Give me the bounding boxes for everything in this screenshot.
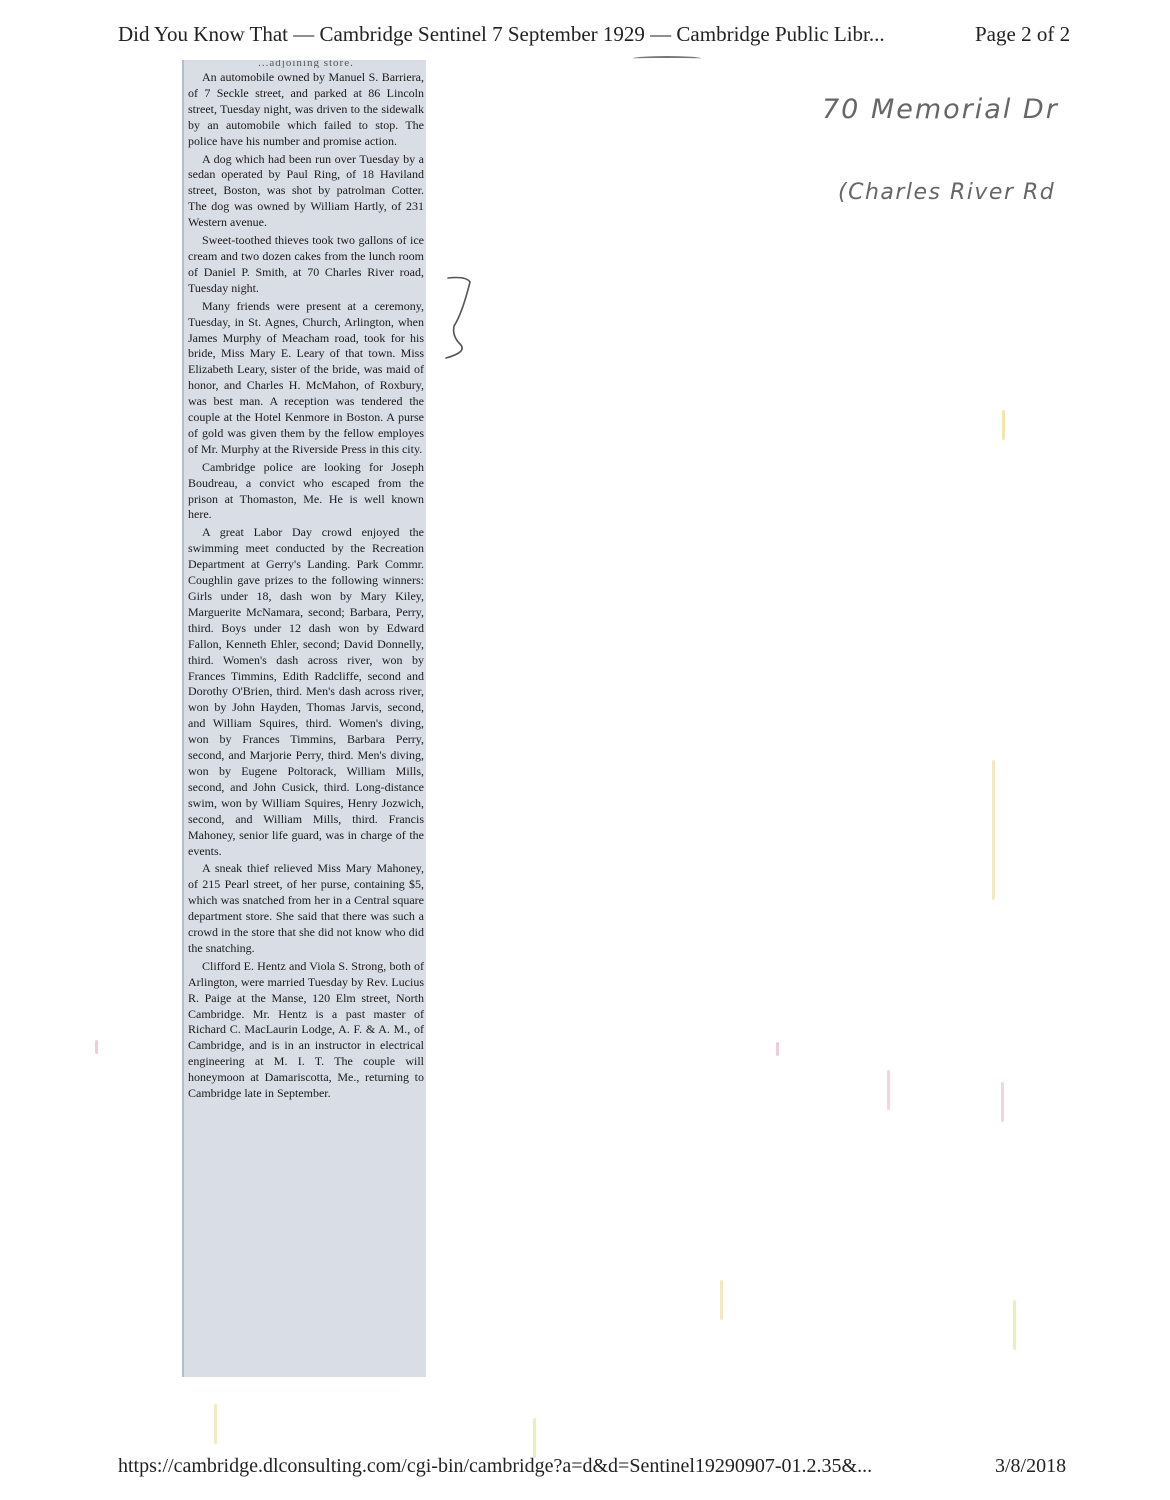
article-paragraph: Clifford E. Hentz and Viola S. Strong, both of Arlington, were married Tuesday by Rev. Lucius R. Paige at the Manse, 120 Elm street, North Cambridge. Mr. Hentz is a past master of Richard C. MacLaurin Lodge, A. F. & A. M., of Cambridge, and is in an instructor in electrical engineering at M. I. T. The couple will honeymoon at Damariscotta, Me., returning to Cambridge late in September. [188,958,424,1101]
newspaper-clipping [182,60,426,1377]
pen-mark [633,56,701,61]
page-title: Did You Know That — Cambridge Sentinel 7 September 1929 — Cambridge Public Libr... [118,22,885,46]
print-date: 3/8/2018 [995,1455,1067,1477]
print-header [0,18,1170,58]
scan-artifact [1002,410,1005,440]
scan-artifact [1013,1300,1016,1350]
scan-artifact [720,1280,723,1320]
handwritten-note-old-address: (Charles River Rd [838,180,1056,205]
clipping-cut-line: ...adjoining store. [258,60,354,68]
print-footer [0,1455,1170,1485]
article-paragraph: Cambridge police are looking for Joseph Boudreau, a convict who escaped from the prison at Thomaston, Me. He is well known here. [188,459,424,522]
scan-artifact [95,1040,98,1054]
article-paragraph: A dog which had been run over Tuesday by a sedan operated by Paul Ring, of 18 Haviland street, Boston, was shot by patrolman Cotter. The dog was owned by William Hartly, of 231 Western avenue. [188,151,424,230]
scan-artifact [992,760,995,900]
scan-artifact [887,1070,890,1110]
page-number: Page 2 of 2 [975,22,1071,46]
scan-artifact [776,1042,779,1056]
scan-artifact [214,1404,217,1444]
source-url: https://cambridge.dlconsulting.com/cgi-bin/cambridge?a=d&d=Sentinel19290907-01.2.35&... [118,1455,873,1477]
article-paragraph: An automobile owned by Manuel S. Barriera, of 7 Seckle street, and parked at 86 Lincoln street, Tuesday night, was driven to the sidewalk by an automobile which failed to stop. The police have his number and promise action. [188,70,424,148]
article-paragraph: Many friends were present at a ceremony, Tuesday, in St. Agnes, Church, Arlington, when James Murphy of Meacham road, took for his bride, Miss Mary E. Leary of that town. Miss Elizabeth Leary, sister of the bride, was maid of honor, and Charles H. McMahon, of Roxbury, was best man. A reception was tendered the couple at the Hotel Kenmore in Boston. A purse of gold was given them by the fellow employes of Mr. Murphy at the Riverside Press in this city. [188,298,424,456]
article-paragraph: A great Labor Day crowd enjoyed the swimming meet conducted by the Recreation Department at Gerry's Landing. Park Commr. Coughlin gave prizes to the following winners: Girls under 18, dash won by Mary Kiley, Marguerite McNamara, second; Barbara, Perry, third. Boys under 12 dash won by Edward Fallon, Kenneth Ehler, second; David Donnelly, third. Women's dash across river, won by Frances Timmins, Edith Radcliffe, second and Dorothy O'Brien, third. Men's dash across river, won by John Hayden, Thomas Jarvis, second, and William Squires, third. Women's diving, won by Frances Timmins, Barbara Perry, second, and Marjorie Perry, third. Men's diving, won by Eugene Poltorack, William Mills, second, and John Cusick, third. Long-distance swim, won by William Squires, Henry Jozwich, second, and William Mills, third. Francis Mahoney, senior life guard, was in charge of the events. [188,525,424,858]
article-paragraph: Sweet-toothed thieves took two gallons of ice cream and two dozen cakes from the lunch room of Daniel P. Smith, at 70 Charles River road, Tuesday night. [188,233,424,295]
handwritten-note-address: 70 Memorial Dr [822,94,1059,125]
scan-artifact [1001,1082,1004,1122]
handdrawn-bracket [440,270,480,362]
article-paragraph: A sneak thief relieved Miss Mary Mahoney, of 215 Pearl street, of her purse, containing $5, which was snatched from her in a Central square department store. She said that there was such a crowd in the store that she did not know who did the snatching. [188,861,424,955]
scan-artifact [533,1418,536,1458]
